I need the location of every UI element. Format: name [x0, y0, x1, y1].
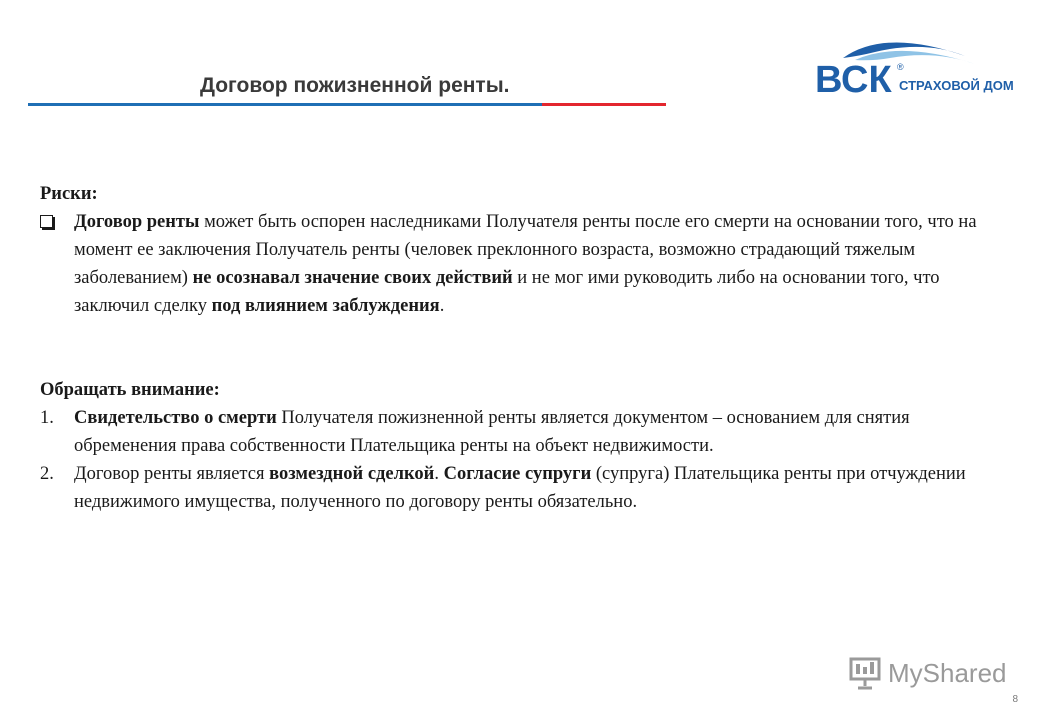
checkbox-bullet-icon	[40, 215, 53, 228]
projector-icon	[848, 656, 882, 690]
attention-text: Получателя пожизненной ренты является документом – основанием для снятия обременения права собственности Плательщика ренты на объект недвижимости.	[74, 408, 910, 456]
title-underline-red	[542, 103, 666, 106]
attention-text: Договор ренты является	[74, 464, 270, 484]
page-title: Договор пожизненной ренты.	[200, 74, 510, 97]
title-underline-blue	[28, 103, 542, 106]
risk-text: .	[439, 296, 445, 316]
attention-item	[40, 404, 1000, 460]
risks-heading: Риски:	[40, 184, 98, 204]
risk-text-bold: под влиянием заблуждения	[211, 296, 440, 316]
risk-item	[40, 208, 1000, 320]
vsk-logo	[815, 36, 1025, 100]
attention-text-bold: возмездной сделкой	[269, 464, 435, 484]
attention-item	[40, 460, 1000, 516]
attention-text: .	[434, 464, 444, 484]
logo-tagline: СТРАХОВОЙ ДОМ	[899, 78, 1014, 93]
risk-text: может быть оспорен наследниками Получателя ренты после его смерти на основании того, что на момент ее заключения Получатель ренты (человек преклонного возраста, возможно страдающий тяжелым заболеванием)	[74, 212, 977, 288]
watermark-text: MyShared	[888, 657, 1007, 688]
risk-text-bold: Договор ренты	[74, 212, 200, 232]
logo-swoosh-icon	[815, 36, 1025, 100]
item-number: 2.	[40, 464, 54, 484]
page-number: 8	[1012, 694, 1018, 705]
attention-text-bold: Свидетельство о смерти	[74, 408, 277, 428]
logo-brand: ВСК	[815, 59, 892, 100]
attention-text: (супруга) Плательщика ренты при отчуждении недвижимого имущества, полученного по договору ренты обязательно.	[74, 464, 966, 512]
myshared-watermark	[848, 656, 1007, 690]
risk-text-bold: не осознавал значение своих действий	[192, 268, 513, 288]
risk-text: и не мог ими руководить либо на основании того, что заключил сделку	[74, 268, 940, 316]
item-number: 1.	[40, 408, 54, 428]
attention-heading: Обращать внимание:	[40, 380, 220, 400]
logo-registered: ®	[897, 62, 904, 72]
attention-text-bold: Согласие супруги	[443, 464, 592, 484]
slide-body	[40, 180, 1000, 516]
